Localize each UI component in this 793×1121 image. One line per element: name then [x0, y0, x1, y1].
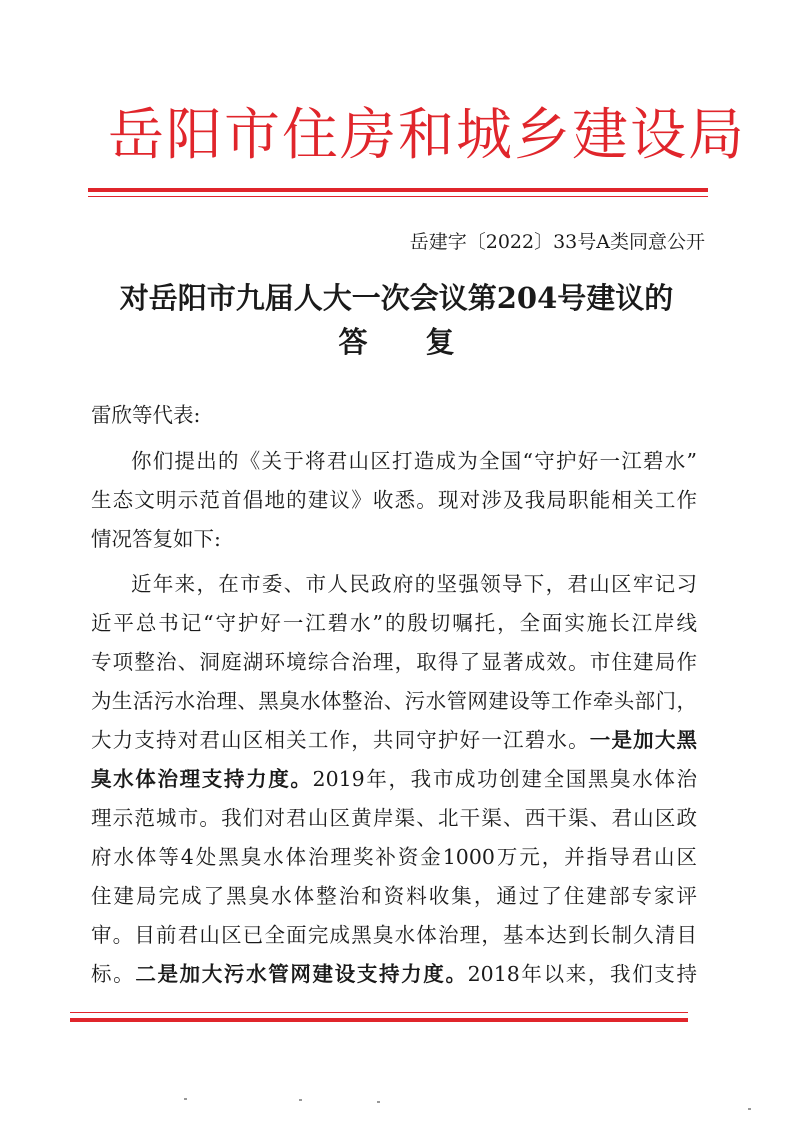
paragraph-line: [91, 955, 697, 994]
footer-rule-thick: [70, 1018, 688, 1022]
plain-text: 2018年以来，我们支持: [467, 962, 698, 986]
salutation: 雷欣等代表:: [91, 403, 201, 427]
paragraph-line: [91, 760, 697, 799]
paragraph-line: 府水体等4处黑臭水体治理奖补资金1000万元，并指导君山区: [91, 845, 697, 869]
scan-speck: [377, 1101, 380, 1103]
plain-text: 2019年，我市成功创建全国黑臭水体治: [312, 767, 697, 791]
bold-text: 臭水体治理支持力度。: [91, 767, 313, 791]
document-title-line2: 答 复: [338, 325, 455, 359]
header-org-name: 岳阳市住房和城乡建设局: [108, 103, 746, 168]
bold-text: 一是加大黑: [589, 728, 698, 752]
header-rule-thick: [88, 188, 708, 192]
plain-text: 标。: [91, 962, 136, 986]
paragraph-line: 近平总书记“守护好一江碧水”的殷切嘱托，全面实施长江岸线: [91, 611, 697, 635]
document-number: 岳建字〔2022〕33号A类同意公开: [409, 231, 705, 253]
paragraph-line: 情况答复如下:: [91, 527, 221, 551]
paragraph-line: 专项整治、洞庭湖环境综合治理，取得了显著成效。市住建局作: [91, 650, 697, 674]
paragraph-line: [91, 721, 697, 760]
scan-speck: [184, 1098, 187, 1100]
bold-text: 二是加大污水管网建设支持力度。: [135, 962, 468, 986]
scan-speck: [748, 1108, 751, 1110]
paragraph-line: 为生活污水治理、黑臭水体整治、污水管网建设等工作牵头部门，: [91, 689, 697, 713]
paragraph-line: 近年来，在市委、市人民政府的坚强领导下，君山区牢记习: [131, 572, 697, 596]
paragraph-line: 审。目前君山区已全面完成黑臭水体治理，基本达到长制久清目: [91, 923, 697, 947]
scan-speck: [299, 1099, 302, 1101]
paragraph-line: 生态文明示范首倡地的建议》收悉。现对涉及我局职能相关工作: [91, 488, 697, 512]
plain-text: 大力支持对君山区相关工作，共同守护好一江碧水。: [91, 728, 590, 752]
paragraph-line: 你们提出的《关于将君山区打造成为全国“守护好一江碧水”: [131, 449, 697, 473]
footer-rule-thin: [70, 1012, 688, 1013]
document-title-line1: 对岳阳市九届人大一次会议第204号建议的: [119, 281, 674, 315]
paragraph-line: 理示范城市。我们对君山区黄岸渠、北干渠、西干渠、君山区政: [91, 806, 697, 830]
header-rule-thin: [88, 196, 708, 197]
paragraph-line: 住建局完成了黑臭水体整治和资料收集，通过了住建部专家评: [91, 884, 697, 908]
